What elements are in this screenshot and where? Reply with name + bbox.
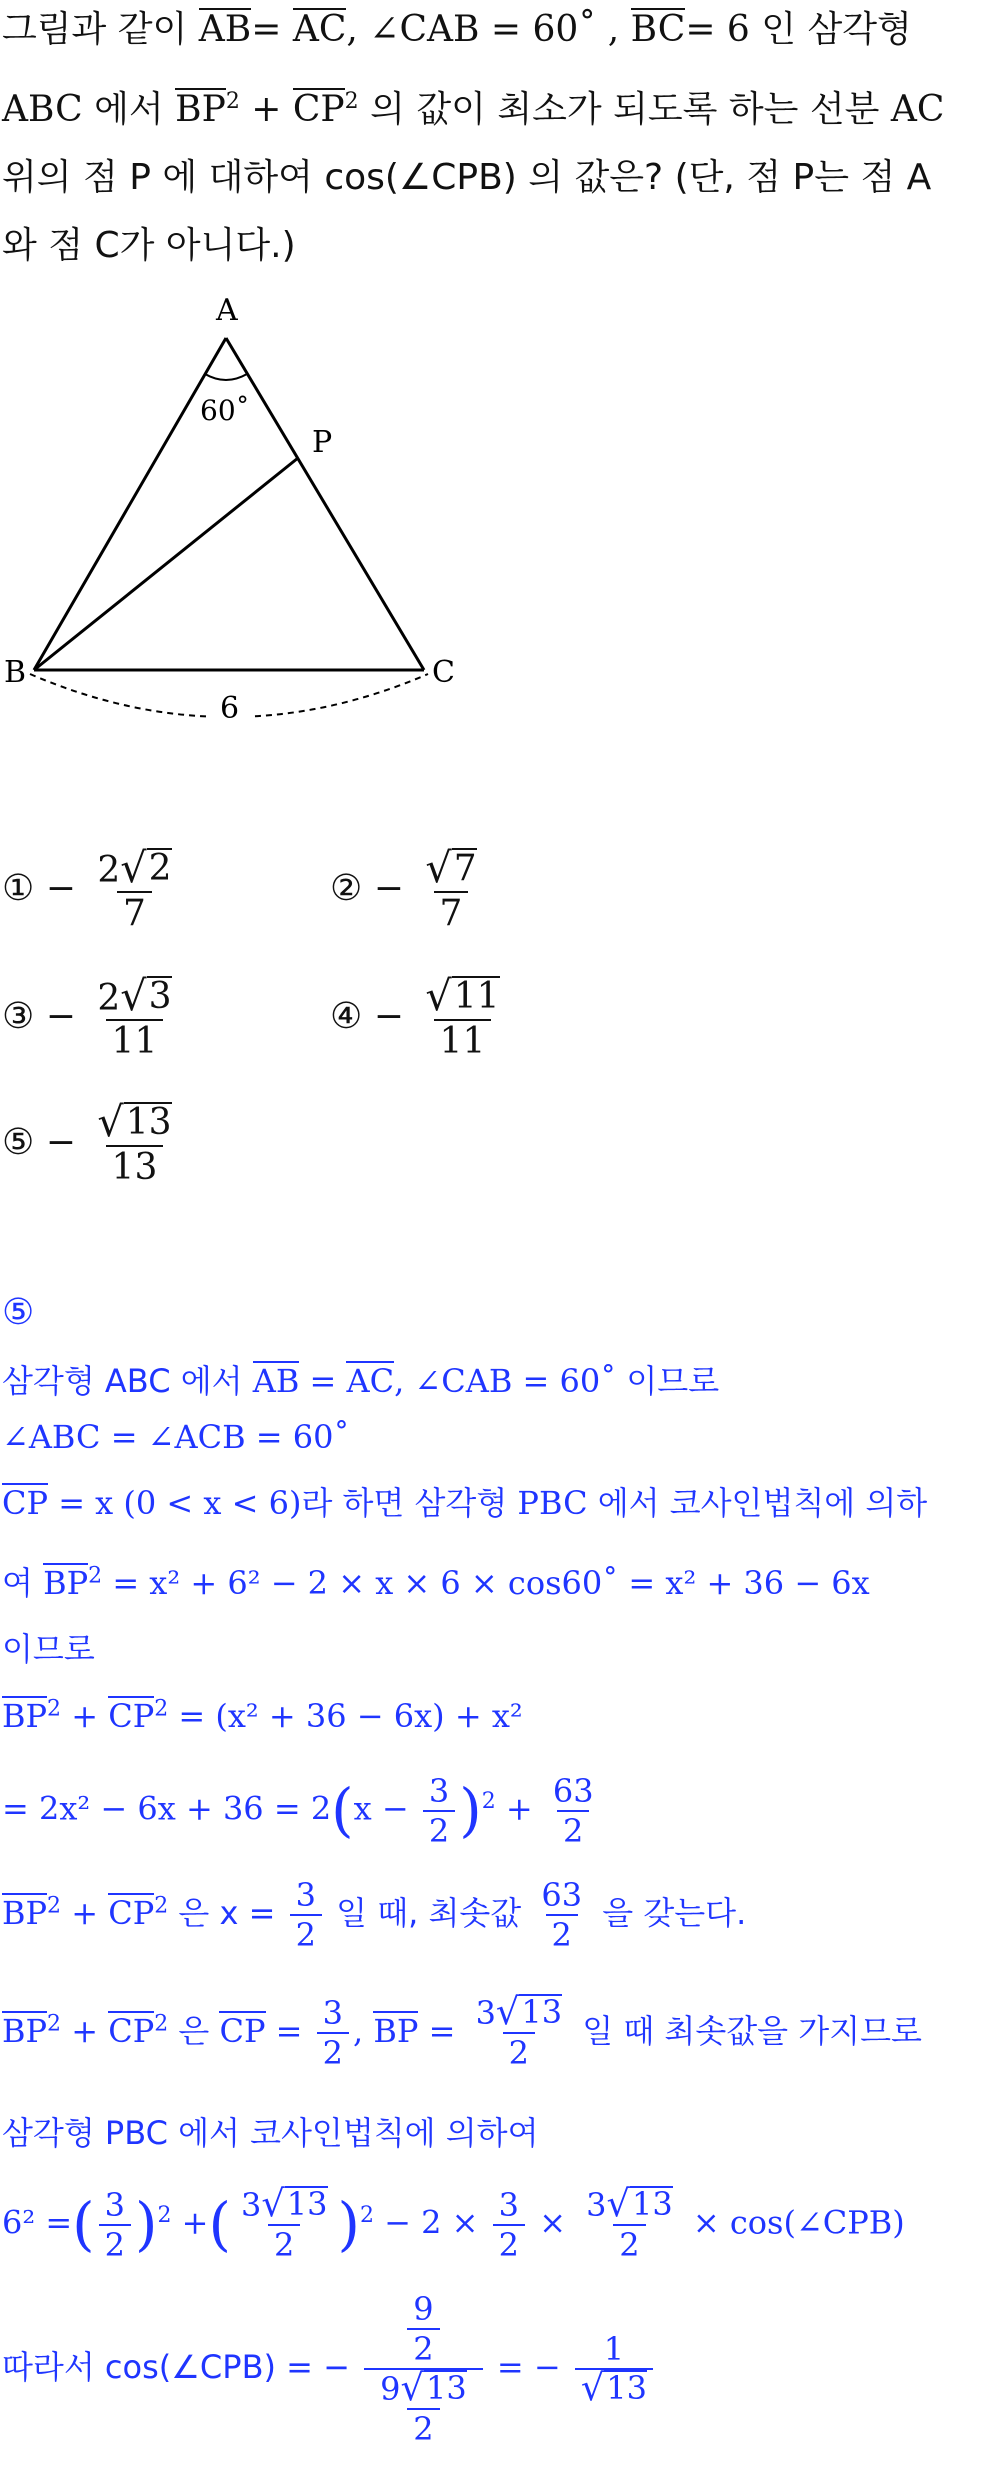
problem-line-1: 그림과 같이 AB= AC, ∠CAB = 60˚ , BC= 6 인 삼각형	[2, 9, 912, 50]
label-b: B	[4, 655, 27, 690]
choice-2[interactable]: ② − √ 7 7	[330, 844, 477, 934]
problem-line-3: 위의 점 P 에 대하여 cos(∠CPB) 의 값은? (단, 점 P는 점 A	[2, 157, 932, 198]
label-angle: 60˚	[200, 394, 250, 427]
label-c: C	[432, 655, 455, 690]
segment-ab: AB	[198, 9, 252, 50]
side-ab	[34, 338, 226, 670]
segment-bp	[34, 458, 298, 670]
solution-line-6: $BP^2 + CP^2 = (x^2 + 36 - 6x) + x^2$	[2, 1696, 523, 1735]
answer-mark: ⑤	[2, 1292, 35, 1333]
solution-line-10: 삼각형 PBC 에서 코사인법칙에 의하여	[2, 2114, 539, 2152]
solution-line-3: CP = x (0 < x < 6)라 하면 삼각형 PBC 에서 코사인법칙에 의하	[2, 1484, 928, 1522]
solution-line-4: 여 $BP^2 = x^2 + 6^2 - 2 \times x \times 6$ × cos60˚ = x² + 36 − 6x	[2, 1563, 870, 1602]
solution-line-12: 따라서 cos(∠CPB) = − $\frac{9}{2}$ 9 √ 13 2 = − 1 √ 13	[2, 2290, 657, 2448]
solution-line-8: $BP^2 + CP^2$ 은 x = $\frac{3}{2}$ 일 때, 최솟값 $\frac{63}{2}$ 을 갖는다.	[2, 1876, 747, 1954]
label-a: A	[216, 293, 238, 328]
solution-line-11: 6² =( $\frac{3}{2}$ )$^2$ +( 3 √ 13 2 )$^2$ − 2 × $\frac{3}{2}$ × 3 √ 13 2 × cos(∠CPB)	[2, 2182, 905, 2264]
segment-bc: BC	[630, 9, 686, 50]
label-base: 6	[220, 691, 240, 726]
triangle-figure	[0, 290, 470, 730]
choice-3[interactable]: ③ − 2 √ 3 11	[2, 972, 172, 1062]
solution-line-7: = 2x² − 6x + 36 = 2(x − $\frac{3}{2}$ )$^2$ + $\frac{63}{2}$	[2, 1772, 594, 1850]
side-ac	[226, 338, 424, 670]
segment-ac: AC	[292, 9, 347, 50]
problem-line-4: 와 점 C가 아니다.)	[2, 225, 296, 266]
choice-1[interactable]: ① − 2 √ 2 7	[2, 844, 172, 934]
choice-5[interactable]: ⑤ − √ 13 13	[2, 1098, 172, 1188]
solution-line-9: $BP^2 + CP^2$ 은 CP = $\frac{3}{2}$ , BP = 3 √ 13 2 일 때 최솟값을 가지므로	[2, 1990, 922, 2072]
label-p: P	[312, 425, 333, 460]
problem-line-2: ABC 에서 $BP^2 + CP^2$ 의 값이 최소가 되도록 하는 선분 AC	[2, 89, 945, 130]
solution-line-2: ∠ABC = ∠ACB = 60˚	[2, 1418, 350, 1456]
solution-line-1: 삼각형 ABC 에서 AB = AC, ∠CAB = 60˚ 이므로	[2, 1362, 720, 1400]
choice-4[interactable]: ④ − √ 11 11	[330, 972, 500, 1062]
solution-line-5: 이므로	[2, 1630, 95, 1668]
angle-arc	[205, 374, 247, 380]
